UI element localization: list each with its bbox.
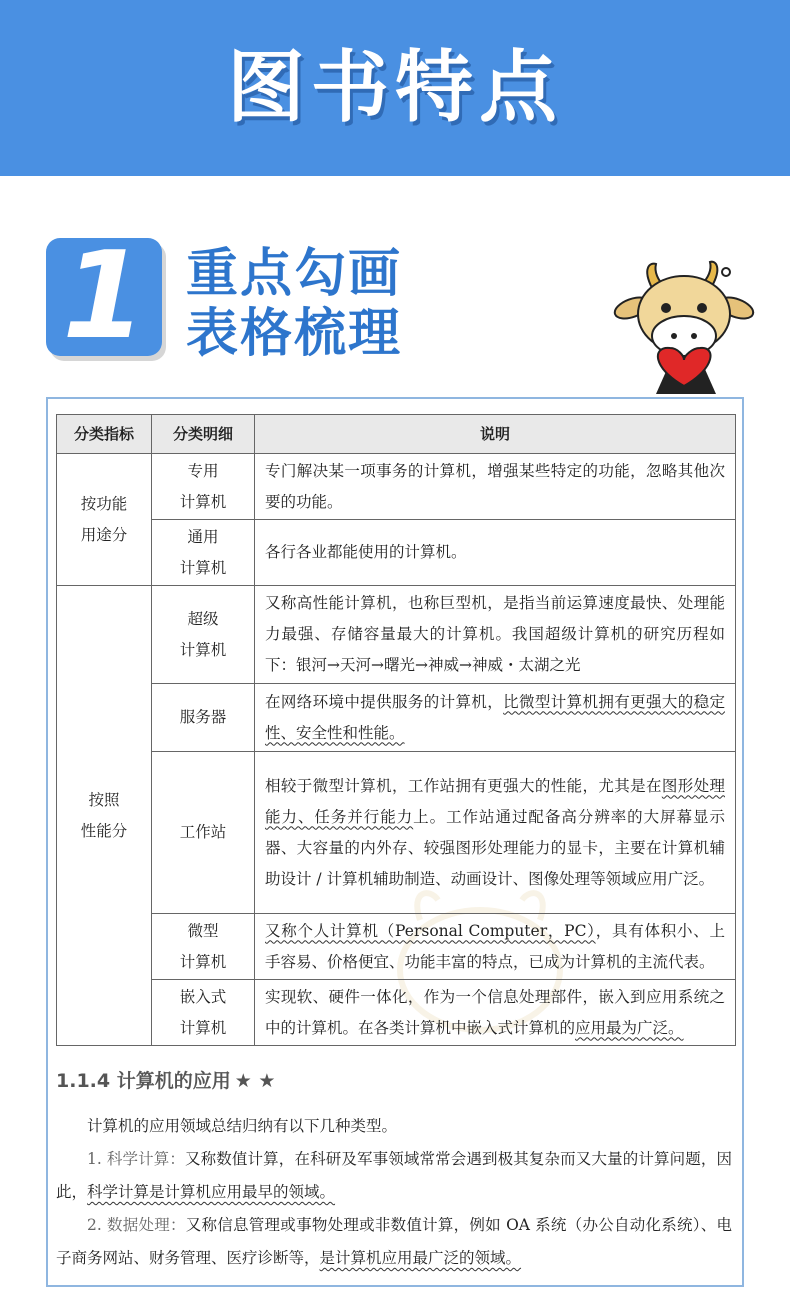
table-row — [57, 454, 736, 520]
detail-cell — [152, 520, 255, 586]
description-text-tail: ，具有体积小、上手容易、价格便宜、功能丰富的特点，已成为计算机的主流代表。 — [265, 921, 725, 971]
table-row — [57, 752, 736, 914]
detail-cell — [152, 752, 255, 914]
header-category: 分类指标 — [57, 415, 152, 454]
detail-text-line1: 通用 — [187, 527, 219, 546]
description-cell: 又称高性能计算机，也称巨型机，是指当前运算速度最快、处理能力最强、存储容量最大的计算机。我国超级计算机的研究历程如下：银河→天河→曙光→神威→神威・太湖之光 — [255, 586, 736, 684]
detail-cell — [152, 914, 255, 980]
category-text-line1: 按照 — [88, 790, 120, 809]
paragraph-data-processing — [56, 1209, 732, 1275]
description-cell — [255, 914, 736, 980]
intro-paragraph: 计算机的应用领域总结归纳有以下几种类型。 — [87, 1117, 398, 1135]
paragraph-label: 2. 数据处理： — [87, 1216, 186, 1234]
detail-cell — [152, 454, 255, 520]
detail-cell — [152, 684, 255, 752]
subsection-title: 1.1.4 计算机的应用 — [56, 1070, 231, 1092]
category-text-line2: 性能分 — [80, 821, 128, 840]
detail-text-line2: 计算机 — [179, 492, 227, 511]
paragraph-text: 又称信息管理或事物处理或非数值计算，例如 OA 系统（办公自动化系统）、电子商务网站、财务管理、医疗诊断等， — [56, 1216, 732, 1267]
description-emphasis: 比微型计算机拥有更强大的稳定性、安全性和性能。 — [265, 692, 725, 742]
section-title-line2: 表格梳理 — [186, 304, 403, 364]
detail-text-line2: 计算机 — [179, 1018, 227, 1037]
paragraph-scientific-computing — [56, 1143, 732, 1209]
detail-text-line2: 计算机 — [179, 558, 227, 577]
description-emphasis: 又称个人计算机（Personal Computer，PC） — [265, 921, 596, 940]
table-header-row — [57, 415, 736, 454]
description-cell — [255, 980, 736, 1046]
description-cell — [255, 684, 736, 752]
description-cell: 各行各业都能使用的计算机。 — [255, 520, 736, 586]
description-text: 相较于微型计算机，工作站拥有更强大的性能，尤其是在 — [265, 776, 662, 795]
banner-title: 图书特点 — [226, 43, 563, 133]
table-row — [57, 684, 736, 752]
cow-mascot-illustration — [612, 258, 758, 398]
description-cell: 专门解决某一项事务的计算机，增强某些特定的功能，忽略其他次要的功能。 — [255, 454, 736, 520]
section-number-badge — [46, 238, 162, 356]
detail-text-line2: 计算机 — [179, 952, 227, 971]
paragraph-label: 1. 科学计算： — [87, 1150, 186, 1168]
description-cell — [255, 752, 736, 914]
table-row — [57, 520, 736, 586]
category-text-line1: 按功能 — [80, 494, 128, 513]
table-row — [57, 980, 736, 1046]
paragraph-emphasis: 是计算机应用最广泛的领域。 — [319, 1249, 522, 1267]
importance-stars: ★ ★ — [234, 1070, 276, 1092]
detail-text-line1: 嵌入式 — [179, 987, 227, 1006]
section-title-line1: 重点勾画 — [186, 244, 403, 304]
detail-text-line1: 工作站 — [179, 823, 227, 841]
description-text: 实现软、硬件一体化，作为一个信息处理部件，嵌入到应用系统之中的计算机。在各类计算机中嵌入式计算机的 — [265, 987, 725, 1037]
description-text: 在网络环境中提供服务的计算机， — [265, 692, 504, 711]
category-text-line2: 用途分 — [80, 525, 128, 544]
computer-classification-table — [56, 414, 736, 1046]
table-row — [57, 914, 736, 980]
detail-cell — [152, 980, 255, 1046]
detail-cell — [152, 586, 255, 684]
paragraph-emphasis: 科学计算是计算机应用最早的领域。 — [87, 1183, 336, 1201]
table-row — [57, 586, 736, 684]
description-text-tail: 上。工作站通过配备高分辨率的大屏幕显示器、大容量的内外存、较强图形处理能力的显卡，主要在计算机辅助设计 / 计算机辅助制造、动画设计、图像处理等领域应用广泛。 — [265, 807, 725, 888]
category-cell — [57, 586, 152, 1046]
category-cell — [57, 454, 152, 586]
detail-text-line2: 计算机 — [179, 640, 227, 659]
header-detail: 分类明细 — [152, 415, 255, 454]
paragraph-text: 又称数值计算，在科研及军事领域常常会遇到极其复杂而又大量的计算问题，因此， — [56, 1150, 732, 1201]
top-banner — [0, 0, 790, 176]
description-emphasis: 图形处理能力、任务并行能力 — [265, 776, 725, 826]
detail-text-line1: 服务器 — [179, 708, 227, 726]
header-description: 说明 — [255, 415, 736, 454]
section-number: 1 — [62, 238, 146, 356]
subsection-heading — [56, 1066, 275, 1093]
detail-text-line1: 超级 — [187, 609, 219, 628]
description-emphasis: 应用最为广泛。 — [575, 1018, 684, 1037]
detail-text-line1: 专用 — [187, 461, 219, 480]
detail-text-line1: 微型 — [187, 921, 219, 940]
